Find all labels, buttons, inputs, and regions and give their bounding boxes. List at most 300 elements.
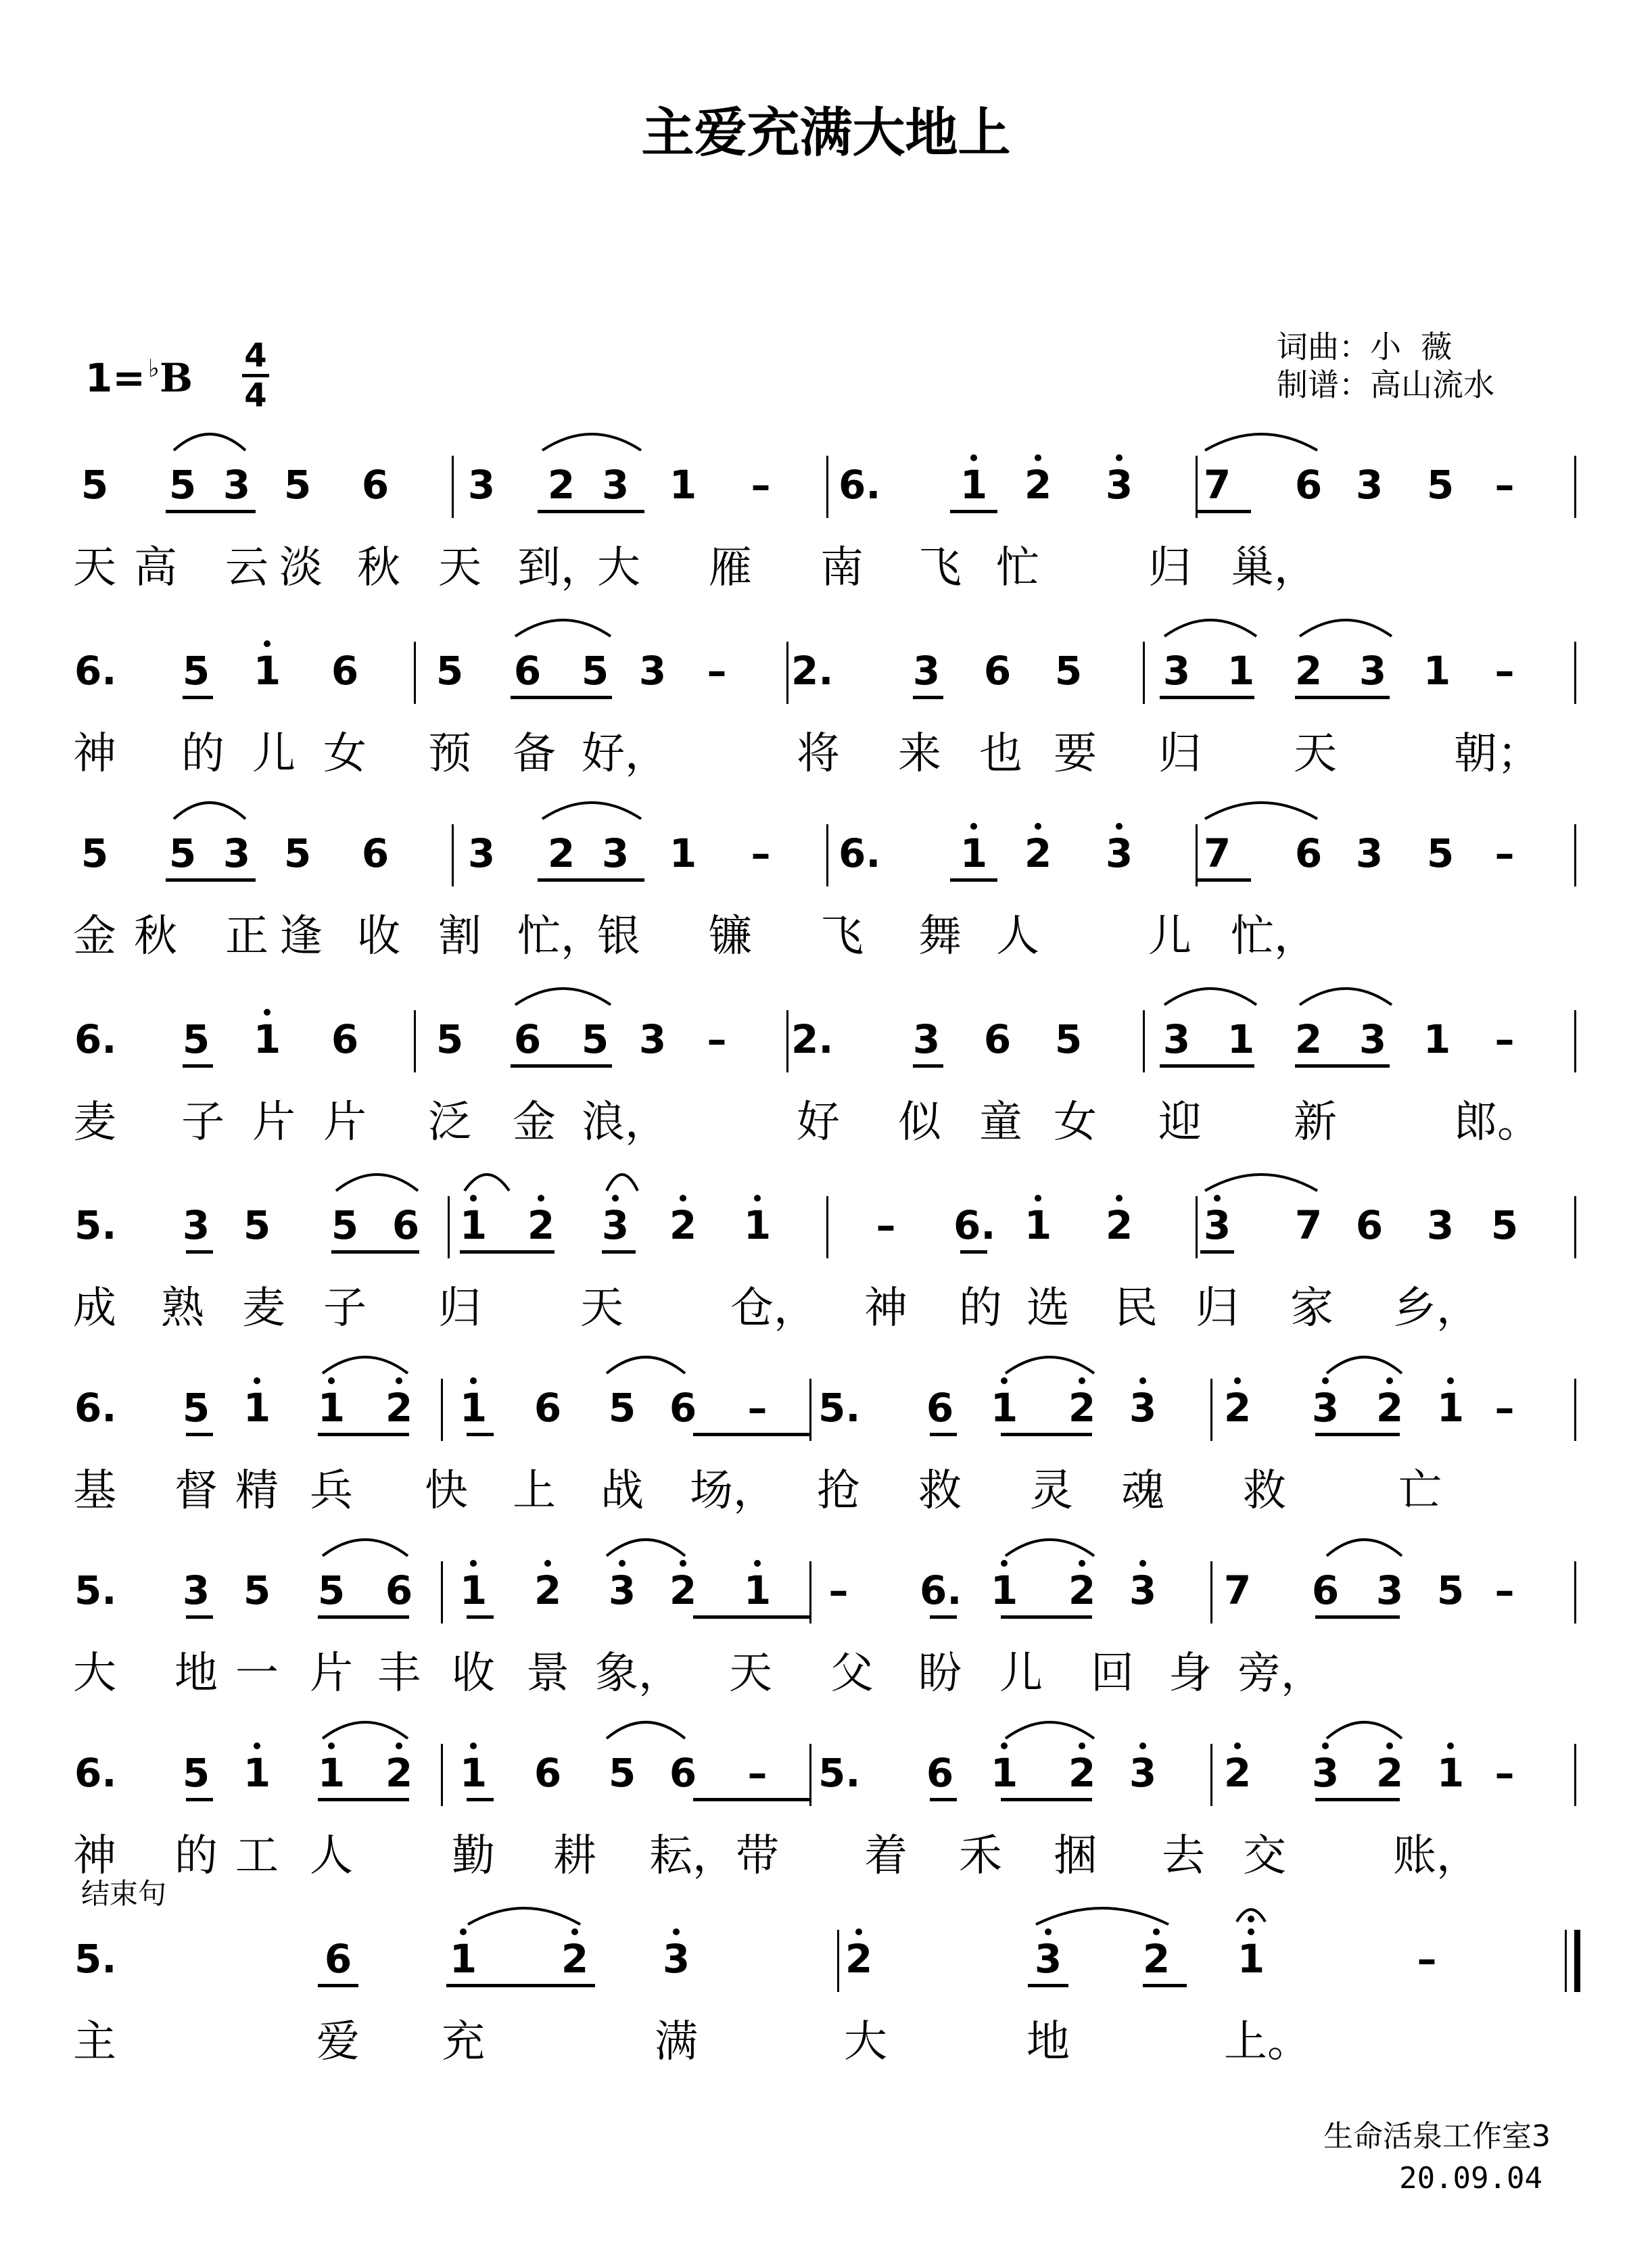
lyric-syllable: 飞 <box>918 543 962 593</box>
note: 5 <box>435 1016 464 1062</box>
note: 1 <box>317 1750 346 1796</box>
lyric-syllable: 预 <box>428 729 471 779</box>
octave-dot-icon <box>1079 1742 1085 1749</box>
eighth-underline <box>1028 1984 1068 1987</box>
eighth-underline <box>318 1615 409 1619</box>
note: 2 <box>845 1936 873 1982</box>
time-signature <box>242 339 269 412</box>
studio-name: 生命活泉工作室3 <box>1323 2119 1551 2154</box>
eighth-underline <box>186 1250 213 1254</box>
note: 6 <box>983 648 1012 694</box>
lyric-syllable: 女 <box>1054 1097 1097 1147</box>
slur-icon <box>1163 612 1258 639</box>
barline <box>414 1010 416 1072</box>
note: 1 <box>1227 1016 1255 1062</box>
lyric-syllable: 主 <box>73 2017 116 2067</box>
note: 3 <box>467 830 496 876</box>
note: 1 <box>1237 1936 1265 1982</box>
note: 1 <box>990 1567 1018 1613</box>
note: 5. <box>74 1936 117 1982</box>
octave-dot-icon <box>1234 1742 1241 1749</box>
slur-icon <box>541 426 642 453</box>
lyric-syllable: 亡 <box>1398 1466 1442 1516</box>
barline <box>1196 1196 1198 1258</box>
eighth-underline <box>602 1250 636 1254</box>
lyric-syllable: 督 <box>174 1466 218 1516</box>
note: 2 <box>1068 1385 1096 1431</box>
lyric-syllable: 飞 <box>820 911 864 962</box>
octave-dot-icon <box>1386 1742 1393 1749</box>
note: 6. <box>839 462 881 508</box>
note: 1 <box>317 1385 346 1431</box>
note: 3 <box>1129 1567 1157 1613</box>
lyric-syllable: 迎 <box>1158 1097 1202 1147</box>
note: 3 <box>1034 1936 1062 1982</box>
slur-icon <box>172 795 247 822</box>
note: 5 <box>168 462 197 508</box>
note: 6 <box>361 830 390 876</box>
octave-dot-icon <box>754 1195 761 1202</box>
eighth-underline <box>186 1433 213 1436</box>
eighth-underline <box>693 1798 811 1801</box>
lyric-syllable: 淡 <box>279 543 323 593</box>
slur-icon <box>467 1900 582 1927</box>
lyric-syllable: 景 <box>526 1649 569 1699</box>
lyric-syllable: 郎。 <box>1454 1097 1540 1147</box>
lyric-syllable: 民 <box>1114 1283 1158 1333</box>
lyric-syllable: 忙， <box>517 911 604 962</box>
slur-icon <box>1325 1349 1403 1376</box>
eighth-underline <box>1295 1064 1390 1068</box>
barline <box>1574 1196 1576 1258</box>
barline <box>1574 1561 1576 1623</box>
note: 1 <box>669 462 697 508</box>
lyric-syllable: 灵 <box>1030 1466 1073 1516</box>
lyric-syllable: 魂 <box>1121 1466 1164 1516</box>
lyric-syllable: 的 <box>959 1283 1002 1333</box>
eighth-underline <box>950 878 997 882</box>
note: 3 <box>638 1016 667 1062</box>
lyric-syllable: 舞 <box>918 911 962 962</box>
eighth-underline <box>1160 696 1254 699</box>
barline <box>1574 642 1576 704</box>
lyric-syllable: 身 <box>1169 1649 1212 1699</box>
lyric-syllable: 耘， <box>649 1831 736 1881</box>
slur-icon <box>335 1166 419 1193</box>
lyric-syllable: 抢 <box>817 1466 860 1516</box>
octave-dot-icon <box>619 1560 626 1567</box>
octave-dot-icon <box>680 1560 686 1567</box>
note: 6 <box>324 1936 352 1982</box>
note: 3 <box>467 462 496 508</box>
lyric-syllable: 要 <box>1054 729 1097 779</box>
lyric-syllable: 子 <box>181 1097 225 1147</box>
note: 3 <box>1359 648 1387 694</box>
octave-dot-icon <box>1116 823 1123 830</box>
lyric-syllable: 镰 <box>709 911 752 962</box>
note: 3 <box>1375 1567 1404 1613</box>
lyric-syllable: 云 <box>225 543 268 593</box>
note: 2. <box>791 648 834 694</box>
note: 5 <box>581 648 609 694</box>
octave-dot-icon <box>1001 1742 1008 1749</box>
lyric-syllable: 忙 <box>996 543 1039 593</box>
octave-dot-icon <box>1386 1377 1393 1384</box>
slur-icon <box>514 980 612 1007</box>
slur-icon <box>1298 612 1393 639</box>
note: 6 <box>385 1567 413 1613</box>
note: 1 <box>459 1385 488 1431</box>
note: 6 <box>669 1385 697 1431</box>
note: 3 <box>601 462 630 508</box>
eighth-underline <box>467 1433 494 1436</box>
key-one: 1 <box>85 355 113 401</box>
eighth-underline <box>1315 1615 1400 1619</box>
lyric-syllable: 地 <box>1026 2017 1070 2067</box>
lyric-syllable: 人 <box>996 911 1039 962</box>
slur-icon <box>1325 1714 1403 1741</box>
note: 2. <box>791 1016 834 1062</box>
note: 2 <box>1105 1202 1133 1248</box>
lyric-syllable: 新 <box>1294 1097 1337 1147</box>
note: 2 <box>534 1567 562 1613</box>
octave-dot-icon <box>328 1377 335 1384</box>
lyric-syllable: 高 <box>134 543 177 593</box>
lyric-syllable: 也 <box>979 729 1022 779</box>
note: 5 <box>1054 648 1083 694</box>
lyric-syllable: 的 <box>181 729 225 779</box>
octave-dot-icon <box>1045 1928 1052 1935</box>
note: 2 <box>385 1750 413 1796</box>
lyric-syllable: 着 <box>864 1831 907 1881</box>
note: 2 <box>1024 830 1052 876</box>
note: 2 <box>561 1936 589 1982</box>
eighth-underline <box>467 1798 494 1801</box>
sustain-dash: – <box>751 462 771 508</box>
note: 6 <box>534 1385 562 1431</box>
note: 6. <box>74 1385 117 1431</box>
note: 3 <box>1203 1202 1231 1248</box>
note: 2 <box>669 1202 697 1248</box>
note: 1 <box>459 1202 488 1248</box>
sustain-dash: – <box>1494 1567 1515 1613</box>
lyric-syllable: 归 <box>1158 729 1202 779</box>
eighth-underline <box>446 1984 595 1987</box>
lyric-syllable: 一 <box>235 1649 279 1699</box>
eighth-underline <box>693 1615 811 1619</box>
note: 3 <box>1129 1385 1157 1431</box>
note: 1 <box>1423 648 1451 694</box>
octave-dot-icon <box>1035 454 1041 461</box>
lyric-syllable: 乡， <box>1393 1283 1480 1333</box>
eighth-underline <box>913 1064 943 1068</box>
note: 6 <box>361 462 390 508</box>
note: 5 <box>608 1750 636 1796</box>
note: 3 <box>1355 462 1384 508</box>
note: 2 <box>385 1385 413 1431</box>
lyric-syllable: 救 <box>918 1466 962 1516</box>
lyric-syllable: 好， <box>582 729 668 779</box>
lyric-syllable: 选 <box>1026 1283 1070 1333</box>
slur-icon <box>1325 1532 1403 1559</box>
lyric-syllable: 去 <box>1162 1831 1205 1881</box>
note: 6. <box>953 1202 996 1248</box>
note: 5. <box>74 1567 117 1613</box>
lyric-syllable: 片 <box>323 1097 367 1147</box>
lyric-syllable: 战 <box>600 1466 644 1516</box>
note: 5 <box>80 462 109 508</box>
octave-dot-icon <box>1079 1377 1085 1384</box>
note: 6 <box>513 1016 542 1062</box>
note: 5 <box>80 830 109 876</box>
note: 6 <box>926 1385 954 1431</box>
eighth-underline <box>1295 696 1390 699</box>
note: 3 <box>601 830 630 876</box>
barline <box>1143 642 1145 704</box>
lyric-syllable: 备 <box>513 729 556 779</box>
music-system <box>0 1001 1652 1183</box>
note: 5 <box>1426 462 1455 508</box>
octave-dot-icon <box>680 1195 686 1202</box>
lyric-syllable: 儿 <box>252 729 296 779</box>
note: 5 <box>243 1202 271 1248</box>
lyric-syllable: 秋 <box>134 911 177 962</box>
lyric-syllable: 盼 <box>918 1649 962 1699</box>
note: 5 <box>182 1016 210 1062</box>
page-title: 主爱充满大地上 <box>641 103 1011 164</box>
lyric-syllable: 上。 <box>1224 2017 1311 2067</box>
lyric-syllable: 泛 <box>428 1097 471 1147</box>
barline <box>1574 1379 1576 1441</box>
lyric-syllable: 回 <box>1091 1649 1134 1699</box>
eighth-underline <box>331 1250 419 1254</box>
note: 2 <box>1068 1567 1096 1613</box>
sustain-dash: – <box>747 1750 768 1796</box>
music-system <box>0 1187 1652 1369</box>
sustain-dash: – <box>1494 1016 1515 1062</box>
lyric-syllable: 成 <box>73 1283 116 1333</box>
note: 5 <box>168 830 197 876</box>
note: 1 <box>449 1936 477 1982</box>
barline <box>809 1379 811 1441</box>
eighth-underline <box>186 1615 213 1619</box>
octave-dot-icon <box>254 1377 260 1384</box>
note: 1 <box>960 462 988 508</box>
note: 5 <box>1426 830 1455 876</box>
lyric-syllable: 好 <box>797 1097 840 1147</box>
note: 2 <box>1024 462 1052 508</box>
lyric-syllable: 忙， <box>1231 911 1317 962</box>
slur-icon <box>605 1349 686 1376</box>
note: 2 <box>1223 1750 1252 1796</box>
barline <box>826 824 828 886</box>
sustain-dash: – <box>1417 1936 1437 1982</box>
credit-lyrics-music: 词曲：小 薇 <box>1277 329 1453 365</box>
note: 1 <box>1436 1750 1465 1796</box>
time-signature-bottom: 4 <box>244 377 267 414</box>
barline <box>1574 824 1576 886</box>
octave-dot-icon <box>1322 1742 1329 1749</box>
octave-dot-icon <box>264 1009 270 1016</box>
eighth-underline <box>913 696 943 699</box>
lyric-syllable: 将 <box>797 729 840 779</box>
note: 6. <box>920 1567 962 1613</box>
note: 5 <box>435 648 464 694</box>
eighth-underline <box>183 696 213 699</box>
sustain-dash: – <box>1494 1750 1515 1796</box>
lyric-syllable: 兵 <box>310 1466 353 1516</box>
music-system <box>0 1734 1652 1917</box>
slur-icon <box>1204 1166 1319 1193</box>
eighth-underline <box>1001 1433 1092 1436</box>
note: 2 <box>1142 1936 1171 1982</box>
eighth-underline <box>1160 1064 1254 1068</box>
eighth-underline <box>930 1798 957 1801</box>
barline <box>452 456 454 518</box>
lyric-syllable: 雁 <box>709 543 752 593</box>
note: 6 <box>513 648 542 694</box>
eighth-underline <box>467 1615 494 1619</box>
lyric-syllable: 片 <box>252 1097 296 1147</box>
eighth-underline <box>318 1984 358 1987</box>
note: 6 <box>669 1750 697 1796</box>
eighth-underline <box>318 1798 409 1801</box>
eighth-underline <box>1200 1250 1234 1254</box>
barline <box>1574 456 1576 518</box>
barline <box>786 642 788 704</box>
barline <box>1210 1744 1212 1806</box>
lyric-syllable: 耕 <box>553 1831 596 1881</box>
note: 3 <box>222 830 251 876</box>
date: 20.09.04 <box>1399 2161 1542 2196</box>
ending-label: 结束句 <box>81 1877 167 1910</box>
note: 1 <box>1436 1385 1465 1431</box>
note: 6 <box>926 1750 954 1796</box>
barline <box>1574 1744 1576 1806</box>
lyric-syllable: 逢 <box>279 911 323 962</box>
octave-dot-icon <box>470 1377 477 1384</box>
note: 7 <box>1294 1202 1323 1248</box>
lyric-syllable: 熟 <box>161 1283 204 1333</box>
octave-dot-icon <box>544 1560 551 1567</box>
note: 3 <box>662 1936 690 1982</box>
note: 6 <box>392 1202 420 1248</box>
octave-dot-icon <box>1447 1742 1454 1749</box>
note: 6 <box>983 1016 1012 1062</box>
note: 7 <box>1223 1567 1252 1613</box>
slur-icon <box>605 1166 639 1193</box>
eighth-underline <box>1315 1798 1400 1801</box>
slur-icon <box>1204 426 1319 453</box>
slur-icon <box>1004 1349 1095 1376</box>
sustain-dash: – <box>707 1016 727 1062</box>
barline <box>441 1561 443 1623</box>
note: 1 <box>1024 1202 1052 1248</box>
lyric-syllable: 巢， <box>1231 543 1317 593</box>
note: 3 <box>1311 1750 1340 1796</box>
lyric-syllable: 南 <box>820 543 864 593</box>
lyric-syllable: 捆 <box>1054 1831 1097 1881</box>
eighth-underline <box>186 1798 213 1801</box>
note: 3 <box>608 1567 636 1613</box>
lyric-syllable: 到， <box>517 543 604 593</box>
octave-dot-icon <box>1116 454 1123 461</box>
eighth-underline <box>1197 510 1251 513</box>
note: 5 <box>1490 1202 1519 1248</box>
eighth-underline <box>930 1615 957 1619</box>
octave-dot-icon <box>1248 1928 1254 1935</box>
lyric-syllable: 女 <box>323 729 367 779</box>
note: 5 <box>1054 1016 1083 1062</box>
octave-dot-icon <box>538 1195 544 1202</box>
slur-icon <box>463 1166 511 1193</box>
eighth-underline <box>960 1250 987 1254</box>
barline <box>786 1010 788 1072</box>
octave-dot-icon <box>1139 1377 1146 1384</box>
octave-dot-icon <box>673 1928 680 1935</box>
lyric-syllable: 禾 <box>959 1831 1002 1881</box>
slur-icon <box>1035 1900 1170 1927</box>
final-barline-thick <box>1574 1930 1580 1992</box>
note: 1 <box>1227 648 1255 694</box>
lyric-syllable: 快 <box>425 1466 468 1516</box>
lyric-syllable: 家 <box>1290 1283 1334 1333</box>
lyric-syllable: 收 <box>357 911 400 962</box>
octave-dot-icon <box>1001 1377 1008 1384</box>
sustain-dash: – <box>828 1567 849 1613</box>
octave-dot-icon <box>328 1742 335 1749</box>
note: 2 <box>547 462 575 508</box>
lyric-syllable: 的 <box>174 1831 218 1881</box>
lyric-syllable: 来 <box>898 729 941 779</box>
octave-dot-icon <box>1001 1560 1008 1567</box>
lyric-syllable: 割 <box>438 911 481 962</box>
lyric-syllable: 人 <box>310 1831 353 1881</box>
note: 3 <box>1162 648 1191 694</box>
note: 5 <box>1436 1567 1465 1613</box>
lyric-syllable: 正 <box>225 911 268 962</box>
lyric-syllable: 金 <box>73 911 116 962</box>
lyric-syllable: 朝； <box>1454 729 1540 779</box>
slur-icon <box>172 426 247 453</box>
octave-dot-icon <box>1153 1928 1160 1935</box>
note: 1 <box>243 1750 271 1796</box>
lyric-syllable: 归 <box>1196 1283 1239 1333</box>
lyric-syllable: 天 <box>1294 729 1337 779</box>
lyric-syllable: 银 <box>597 911 640 962</box>
lyric-syllable: 大 <box>844 2017 887 2067</box>
barline <box>837 1930 839 1992</box>
note: 3 <box>912 648 941 694</box>
octave-dot-icon <box>1035 1195 1041 1202</box>
note: 3 <box>1129 1750 1157 1796</box>
key-note: B <box>159 355 193 401</box>
note: 1 <box>990 1385 1018 1431</box>
octave-dot-icon <box>571 1928 578 1935</box>
octave-dot-icon <box>855 1928 862 1935</box>
note: 6. <box>74 1750 117 1796</box>
octave-dot-icon <box>1214 1195 1221 1202</box>
note: 6 <box>534 1750 562 1796</box>
note: 1 <box>960 830 988 876</box>
eighth-underline <box>538 510 644 513</box>
barline <box>414 642 416 704</box>
note: 6. <box>839 830 881 876</box>
note: 5. <box>74 1202 117 1248</box>
octave-dot-icon <box>612 1195 619 1202</box>
lyric-syllable: 收 <box>452 1649 495 1699</box>
note: 1 <box>253 1016 281 1062</box>
